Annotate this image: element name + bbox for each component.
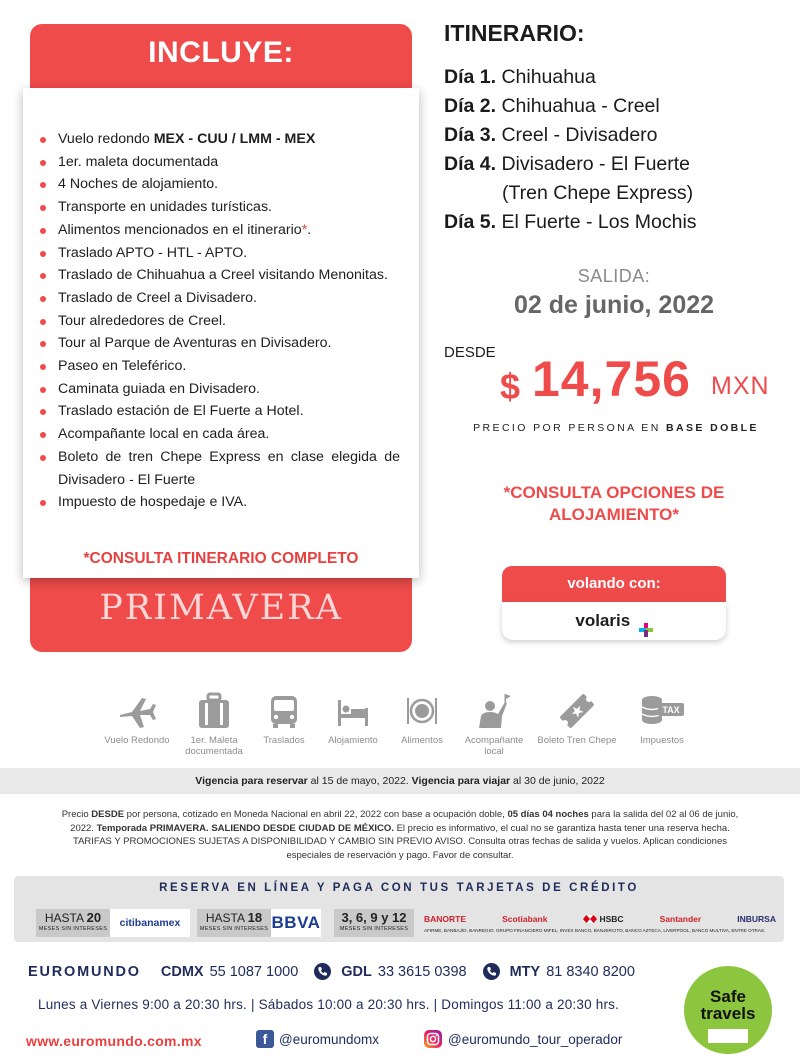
ticket-icon <box>556 690 598 732</box>
bullet-icon <box>40 341 46 347</box>
banorte-logo: BANORTE <box>424 914 467 924</box>
msi-plan-18: HASTA 18 MESES SIN INTERESES <box>197 909 271 937</box>
precio-por-persona: PRECIO POR PERSONA EN BASE DOBLE <box>473 422 759 434</box>
hsbc-hexagon-icon <box>583 915 597 923</box>
amenity-label: Acompañante local <box>464 735 524 757</box>
bullet-icon <box>40 137 46 143</box>
tax-badge-text: TAX <box>662 705 680 715</box>
vigencia-bar: Vigencia para reservar al 15 de mayo, 2022. Vigencia para viajar al 30 de junio, 2022 <box>0 768 800 794</box>
instagram-link[interactable] <box>424 1030 622 1048</box>
wttc-logo <box>708 1029 748 1043</box>
incluye-item: Caminata guiada en Divisadero. <box>38 378 400 401</box>
bullet-icon <box>40 364 46 370</box>
amenity-label: 1er. Maleta documentada <box>185 735 243 757</box>
amenity-label: Alimentos <box>401 735 443 746</box>
tax-icon <box>638 690 686 732</box>
itinerario-day-note: (Tren Chepe Express) <box>502 182 694 204</box>
bullet-icon <box>40 205 46 211</box>
santander-logo: Santander <box>659 914 702 924</box>
itinerario-day: Día 4. Divisadero - El Fuerte <box>444 153 691 175</box>
hsbc-logo: HSBC <box>583 914 623 924</box>
amenity-label: Alojamiento <box>328 735 378 746</box>
bullet-icon <box>40 182 46 188</box>
bank-logos <box>424 909 776 929</box>
bullet-icon <box>40 228 46 234</box>
incluye-item: Acompañante local en cada área. <box>38 423 400 446</box>
msi-plan-3-12: 3, 6, 9 y 12 MESES SIN INTERESES <box>334 909 414 937</box>
incluye-item: 4 Noches de alojamiento. <box>38 173 400 196</box>
consulta-itinerario-link[interactable]: *CONSULTA ITINERARIO COMPLETO <box>83 550 359 567</box>
desde-label: DESDE <box>444 344 496 361</box>
bullet-icon <box>40 251 46 257</box>
bullet-icon <box>40 387 46 393</box>
office-hours: Lunes a Viernes 9:00 a 20:30 hrs. | Sábados 10:00 a 20:30 hrs. | Domingos 11:00 a 20:30 hrs. <box>38 997 620 1012</box>
primavera-logo: PRIMAVERA <box>99 588 343 628</box>
volando-label: volando con: <box>567 575 661 592</box>
airline-logo <box>502 602 726 640</box>
fine-print: Precio DESDE por persona, cotizado en Moneda Nacional en abril 22, 2022 con base a ocupación doble, 05 días 04 noches para la salida del 02 al 06 de junio, 2022. Temporada PRIMAVERA. SALIENDO DESDE CIUDAD DE MÉXICO. El precio es informativo, el cual no se garantiza hasta tener una reserva hecha. TARIFAS Y PROMOCIONES SUJETAS A DISPONIBILIDAD Y CAMBIO SIN PREVIO AVISO. Consulta otras fechas de salida y vuelos. Aplican condiciones especiales de reservación y pago. Favor de consultar. <box>61 809 739 861</box>
itinerario-day: Día 2. Chihuahua - Creel <box>444 95 660 117</box>
incluye-item: 1er. maleta documentada <box>38 151 400 174</box>
facebook-icon: f <box>256 1030 274 1048</box>
gdl-phone[interactable]: 33 3615 0398 <box>377 963 467 980</box>
itinerario-day: Día 5. El Fuerte - Los Mochis <box>444 211 697 233</box>
suitcase-icon <box>193 690 235 732</box>
bullet-icon <box>40 273 46 279</box>
bullet-icon <box>40 432 46 438</box>
cdmx-label: CDMX <box>160 963 204 980</box>
contact-row <box>28 963 668 980</box>
amenity-alojamiento <box>313 690 393 746</box>
amenity-label: Traslados <box>263 735 305 746</box>
inbursa-logo: INBURSA <box>737 914 776 924</box>
incluye-list <box>38 128 400 514</box>
plate-icon <box>401 690 443 732</box>
instagram-icon <box>424 1030 442 1048</box>
itinerario-list <box>444 63 784 237</box>
citibanamex-logo: citibanamex <box>110 909 190 937</box>
bullet-icon <box>40 500 46 506</box>
bullet-icon <box>40 296 46 302</box>
amenity-vuelo <box>97 690 177 746</box>
incluye-item: Tour al Parque de Aventuras en Divisadero. <box>38 332 400 355</box>
website-link[interactable]: www.euromundo.com.mx <box>26 1033 202 1049</box>
scotiabank-logo: Scotiabank <box>502 914 548 924</box>
bullet-icon <box>40 160 46 166</box>
amenity-impuestos <box>622 690 702 746</box>
msi-plan-20: HASTA 20 MESES SIN INTERESES <box>36 909 110 937</box>
airplane-icon <box>116 690 158 732</box>
gdl-label: GDL <box>341 963 372 980</box>
phone-icon <box>314 963 331 980</box>
phone-icon <box>483 963 500 980</box>
van-icon <box>263 690 305 732</box>
incluye-item: Paseo en Teleférico. <box>38 355 400 378</box>
facebook-handle: @euromundomx <box>279 1031 379 1047</box>
mty-phone[interactable]: 81 8340 8200 <box>546 963 635 980</box>
incluye-item: Vuelo redondo MEX - CUU / LMM - MEX <box>38 128 400 151</box>
incluye-item: Boleto de tren Chepe Express en clase elegida de Divisadero - El Fuerte <box>38 446 400 491</box>
incluye-item: Traslado de Chihuahua a Creel visitando Menonitas. <box>38 264 400 287</box>
incluye-item: Impuesto de hospedaje e IVA. <box>38 491 400 514</box>
volaris-plus-icon <box>639 614 653 628</box>
itinerario-day: Día 3. Creel - Divisadero <box>444 124 658 146</box>
incluye-item: Traslado APTO - HTL - APTO. <box>38 242 400 265</box>
amenity-maleta <box>174 690 254 757</box>
mty-label: MTY <box>509 963 541 980</box>
amenity-label: Vuelo Redondo <box>104 735 170 746</box>
instagram-handle: @euromundo_tour_operador <box>448 1031 623 1047</box>
price-currency: MXN <box>711 372 770 400</box>
banks-list: AFIRME, BANBAJÍO, BANREGIO, GRUPO FINANCIERO MIFEL, INVEX BANCO, BANJERCITO, BANCO AZTECA, LIVERPOOL, BANCO MULTIVA, ENTRE OTRAS. <box>424 928 766 933</box>
guide-icon <box>473 690 515 732</box>
itinerario-title: ITINERARIO: <box>444 20 585 46</box>
price-symbol: $ <box>500 366 521 407</box>
incluye-item: Tour alrededores de Creel. <box>38 310 400 333</box>
incluye-title: INCLUYE: <box>148 36 294 69</box>
reserva-title: RESERVA EN LÍNEA Y PAGA CON TUS TARJETAS DE CRÉDITO <box>159 882 639 894</box>
amenity-label: Boleto Tren Chepe <box>537 735 617 746</box>
itinerario-day: Día 1. Chihuahua <box>444 66 596 88</box>
safe-travels-badge: Safe travels <box>684 966 772 1054</box>
airline-name: volaris <box>575 611 631 630</box>
consulta-alojamiento: *CONSULTA OPCIONES DE ALOJAMIENTO* <box>503 483 725 524</box>
bullet-icon <box>40 319 46 325</box>
amenity-label: Impuestos <box>640 735 684 746</box>
incluye-item: Traslado estación de El Fuerte a Hotel. <box>38 400 400 423</box>
incluye-item: Traslado de Creel a Divisadero. <box>38 287 400 310</box>
bullet-icon <box>40 409 46 415</box>
salida-label: SALIDA: <box>577 266 651 286</box>
brand-name: EUROMUNDO <box>28 963 141 980</box>
price-amount: 14,756 <box>532 351 691 407</box>
amenity-acompanante <box>454 690 534 757</box>
amenity-traslados <box>244 690 324 746</box>
incluye-item: Alimentos mencionados en el itinerario*. <box>38 219 400 242</box>
bed-icon <box>332 690 374 732</box>
bbva-logo: BBVA <box>271 909 321 937</box>
amenity-alimentos <box>382 690 462 746</box>
cdmx-phone[interactable]: 55 1087 1000 <box>209 963 299 980</box>
incluye-item: Transporte en unidades turísticas. <box>38 196 400 219</box>
facebook-link[interactable] <box>256 1030 379 1048</box>
salida-date: 02 de junio, 2022 <box>513 291 715 319</box>
bullet-icon <box>40 455 46 461</box>
amenity-boleto <box>537 690 617 746</box>
